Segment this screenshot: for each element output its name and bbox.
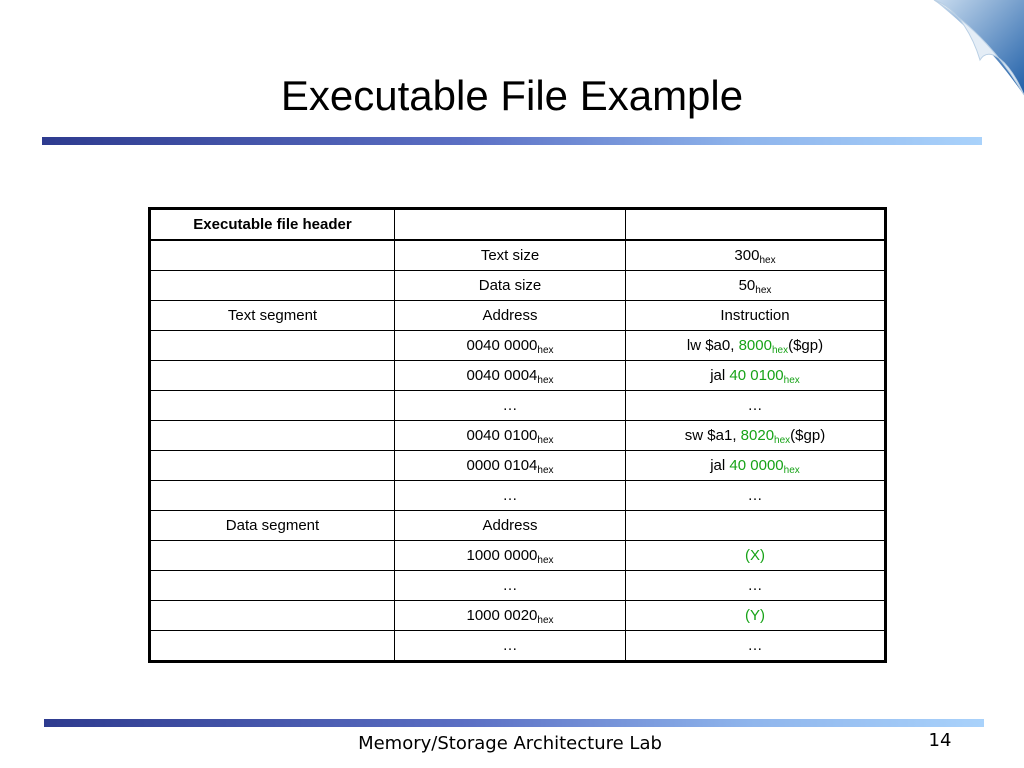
cell-text: Text size xyxy=(480,247,540,264)
segment-cell xyxy=(150,601,395,631)
cell-text: 300 xyxy=(734,247,760,264)
hex-subscript: hex xyxy=(771,345,789,356)
field-cell xyxy=(395,601,626,631)
field-cell xyxy=(395,451,626,481)
segment-cell xyxy=(150,421,395,451)
hex-subscript: hex xyxy=(537,375,554,386)
cell-text: … xyxy=(502,487,518,504)
value-cell xyxy=(626,451,886,481)
table-row xyxy=(150,481,886,511)
cell-text: Data size xyxy=(478,277,542,294)
header-cell xyxy=(626,209,886,241)
cell-text: … xyxy=(747,637,763,654)
cell-text: Address xyxy=(482,517,538,534)
hex-subscript: hex xyxy=(537,465,554,476)
cell-text: 0000 0104 xyxy=(466,457,538,474)
cell-text: 0040 0100 xyxy=(466,427,538,444)
cell-text: 8000 xyxy=(738,337,772,354)
page-number: 14 xyxy=(928,730,952,751)
field-cell xyxy=(395,481,626,511)
value-cell xyxy=(626,511,886,541)
table-row xyxy=(150,511,886,541)
cell-text: lw $a0, xyxy=(686,337,739,354)
table-row xyxy=(150,571,886,601)
cell-text: 50 xyxy=(738,277,756,294)
cell-text: 40 0000 xyxy=(729,457,784,474)
cell-text: 1000 0020 xyxy=(466,607,538,624)
hex-subscript: hex xyxy=(537,555,554,566)
field-cell xyxy=(395,421,626,451)
field-cell xyxy=(395,240,626,271)
cell-text: jal xyxy=(710,367,730,384)
cell-text: … xyxy=(747,487,763,504)
hex-subscript: hex xyxy=(774,435,791,446)
field-cell xyxy=(395,541,626,571)
cell-text: … xyxy=(502,637,518,654)
cell-text: sw $a1, xyxy=(684,427,741,444)
table-row xyxy=(150,451,886,481)
field-cell xyxy=(395,301,626,331)
segment-cell xyxy=(150,571,395,601)
value-cell xyxy=(626,271,886,301)
table-row xyxy=(150,240,886,271)
hex-subscript: hex xyxy=(783,465,800,476)
hex-subscript: hex xyxy=(537,345,554,356)
footer-lab-name: Memory/Storage Architecture Lab xyxy=(358,733,662,754)
value-cell xyxy=(626,481,886,511)
field-cell xyxy=(395,571,626,601)
table-row xyxy=(150,331,886,361)
segment-cell xyxy=(150,391,395,421)
value-cell xyxy=(626,240,886,271)
value-cell xyxy=(626,361,886,391)
segment-cell xyxy=(150,271,395,301)
table-row xyxy=(150,271,886,301)
cell-text: … xyxy=(747,577,763,594)
cell-text: 8020 xyxy=(740,427,775,444)
cell-text: … xyxy=(502,577,518,594)
table-header-row xyxy=(150,209,886,241)
field-cell xyxy=(395,511,626,541)
value-cell xyxy=(626,301,886,331)
segment-cell xyxy=(150,451,395,481)
table-row xyxy=(150,361,886,391)
cell-text: Instruction xyxy=(720,307,790,324)
footer-divider xyxy=(44,719,984,727)
title-divider xyxy=(42,137,982,145)
segment-cell xyxy=(150,331,395,361)
field-cell xyxy=(395,271,626,301)
cell-text: 0040 0004 xyxy=(466,367,538,384)
segment-cell: Data segment xyxy=(150,511,395,541)
value-cell xyxy=(626,601,886,631)
cell-text: Address xyxy=(482,307,538,324)
hex-subscript: hex xyxy=(755,285,772,296)
cell-text: 1000 0000 xyxy=(466,547,538,564)
slide-title: Executable File Example xyxy=(280,72,744,119)
table-row xyxy=(150,301,886,331)
header-cell: Executable file header xyxy=(150,209,395,241)
table-row xyxy=(150,391,886,421)
segment-cell xyxy=(150,240,395,271)
value-cell xyxy=(626,571,886,601)
hex-subscript: hex xyxy=(537,615,554,626)
cell-text: … xyxy=(502,397,518,414)
cell-text: ($gp) xyxy=(788,337,824,354)
cell-text: jal xyxy=(710,457,730,474)
cell-text: 40 0100 xyxy=(729,367,784,384)
cell-text: ($gp) xyxy=(790,427,826,444)
cell-text: 0040 0000 xyxy=(466,337,538,354)
segment-cell xyxy=(150,361,395,391)
table-row xyxy=(150,421,886,451)
value-cell xyxy=(626,391,886,421)
segment-cell xyxy=(150,631,395,662)
cell-text: … xyxy=(747,397,763,414)
cell-text: (Y) xyxy=(745,607,765,624)
table-row xyxy=(150,631,886,662)
table-row xyxy=(150,601,886,631)
executable-file-table xyxy=(148,207,887,663)
value-cell xyxy=(626,421,886,451)
hex-subscript: hex xyxy=(537,435,554,446)
value-cell xyxy=(626,631,886,662)
segment-cell: Text segment xyxy=(150,301,395,331)
field-cell xyxy=(395,631,626,662)
value-cell xyxy=(626,541,886,571)
value-cell xyxy=(626,331,886,361)
segment-cell xyxy=(150,541,395,571)
hex-subscript: hex xyxy=(759,255,776,266)
cell-text: (X) xyxy=(745,547,765,564)
field-cell xyxy=(395,391,626,421)
header-cell xyxy=(395,209,626,241)
hex-subscript: hex xyxy=(783,375,800,386)
field-cell xyxy=(395,361,626,391)
table-row xyxy=(150,541,886,571)
segment-cell xyxy=(150,481,395,511)
field-cell xyxy=(395,331,626,361)
